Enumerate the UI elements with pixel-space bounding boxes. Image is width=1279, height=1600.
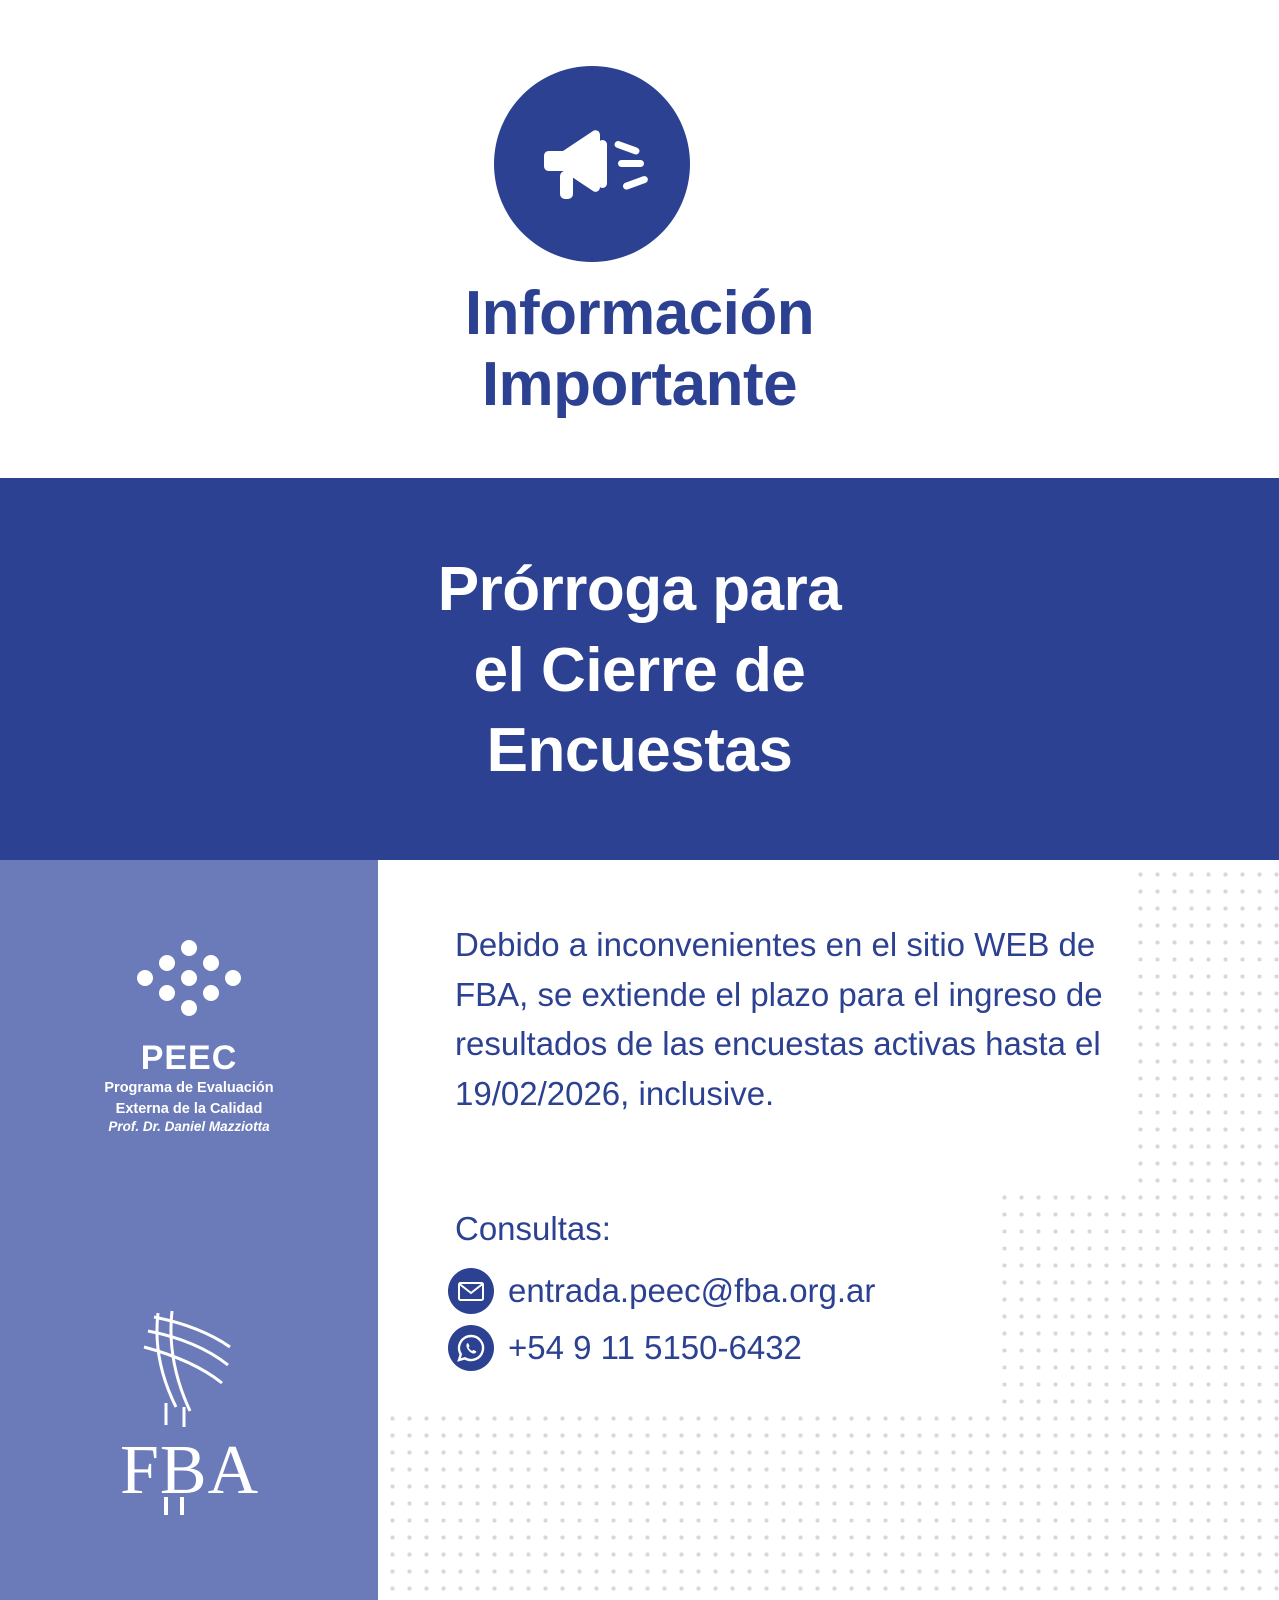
logo-sidebar (0, 860, 378, 1600)
banner-title-line-2: el Cierre de (473, 635, 806, 705)
peec-dots-logo-icon (0, 940, 378, 1036)
body-paragraph: Debido a inconvenientes en el sitio WEB de FBA, se extiende el plazo para el ingreso de resultados de las encuestas activas hasta el 19/02/2026, inclusive. (455, 926, 1103, 1112)
fba-logo-icon (114, 1432, 264, 1521)
banner-title (0, 550, 1279, 792)
banner-title-line-1: Prórroga para (437, 555, 842, 624)
banner-title-line-3: Encuestas (486, 716, 793, 786)
peec-subtitle-line-2: Externa de la Calidad (115, 1100, 263, 1117)
phone-number[interactable]: +54 9 11 5150-6432 (508, 1329, 802, 1366)
content-section (0, 860, 1279, 1600)
peec-acronym: PEEC (140, 1039, 238, 1077)
contact-email-row[interactable] (448, 1268, 875, 1314)
megaphone-badge (494, 66, 690, 262)
peec-subtitle-line-3: Prof. Dr. Daniel Mazziotta (108, 1118, 270, 1134)
svg-text:FBA: FBA (120, 1432, 260, 1509)
page-title-line-1: Información (464, 279, 815, 348)
megaphone-icon (536, 118, 648, 210)
page-title-line-2: Importante (481, 350, 798, 420)
banner-section (0, 478, 1279, 860)
whatsapp-icon (448, 1325, 494, 1371)
page-title (0, 278, 1279, 421)
peec-subtitle-line-1: Programa de Evaluación (104, 1080, 274, 1097)
peec-logo-block (0, 940, 378, 1136)
contact-phone-row[interactable] (448, 1325, 802, 1371)
fba-logo-block (0, 1307, 378, 1522)
envelope-icon (448, 1268, 494, 1314)
contact-label: Consultas: (455, 1210, 611, 1247)
email-address[interactable]: entrada.peec@fba.org.ar (508, 1272, 876, 1309)
header-section (0, 0, 1279, 478)
